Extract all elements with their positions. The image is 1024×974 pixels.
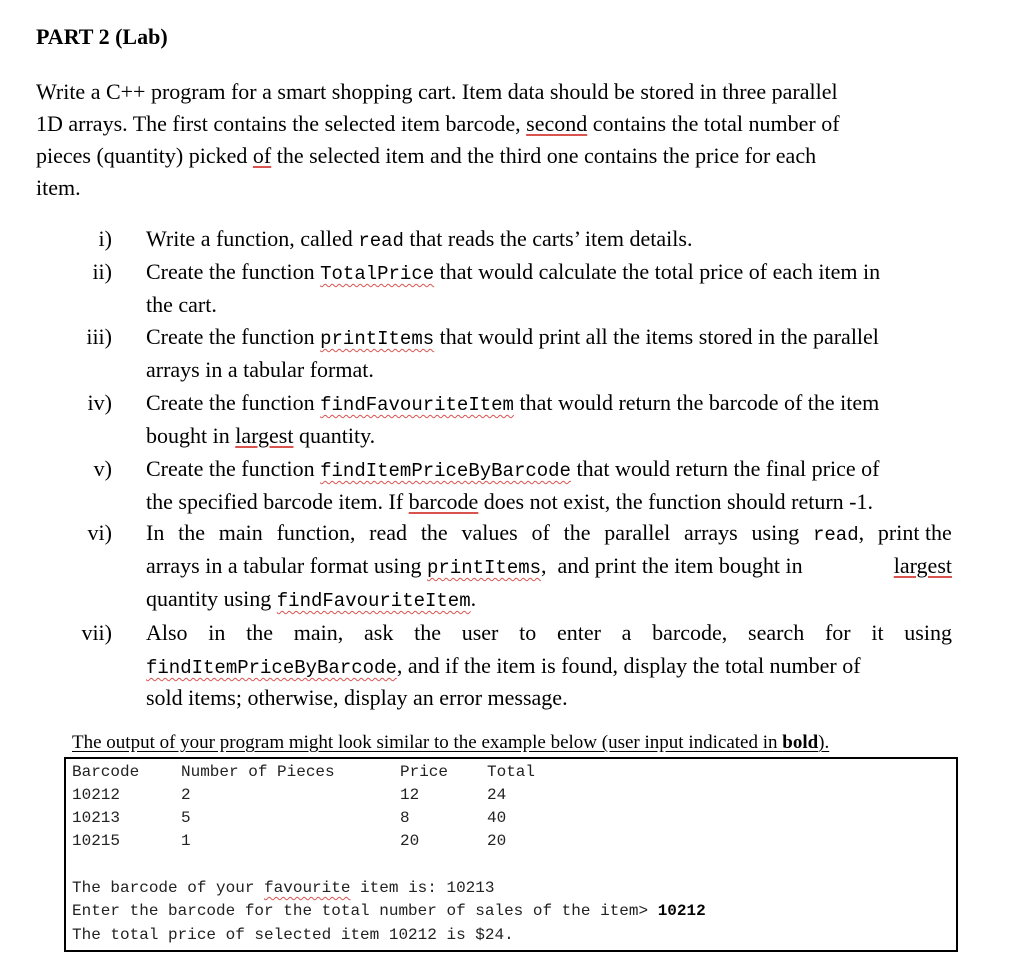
- code-identifier: read: [358, 230, 404, 252]
- output-intro-text: The output of your program might look similar to the example below (user input indicated in: [72, 732, 783, 753]
- segment: [146, 549, 808, 585]
- table-cell: 12: [400, 786, 420, 804]
- word: user: [461, 620, 499, 645]
- item-text-part: the cart.: [146, 292, 217, 317]
- word: using: [904, 620, 952, 645]
- table-cell: 40: [487, 809, 507, 827]
- item-text: [146, 222, 952, 258]
- item-text-part: Create the function: [146, 259, 321, 284]
- word: of: [531, 520, 550, 545]
- code-identifier: TotalPrice: [320, 263, 435, 285]
- word: the: [563, 520, 591, 545]
- item-text-part: quantity.: [293, 423, 376, 448]
- output-intro: [72, 732, 829, 754]
- item-text-part: arrays in a tabular format using: [146, 553, 428, 578]
- word: ask: [364, 620, 394, 645]
- item-text-part: that would return the final price of: [570, 456, 880, 481]
- item-text: [146, 582, 952, 618]
- item-text-part: that would calculate the total price of each item in: [434, 259, 881, 284]
- favourite-line: [72, 879, 494, 897]
- table-cell: 1: [181, 832, 191, 850]
- page-title: PART 2 (Lab): [36, 24, 168, 49]
- item-text-part: does not exist, the function should return -1.: [478, 489, 874, 514]
- item-number: iii): [86, 324, 112, 349]
- user-input-value: 10212: [657, 902, 706, 920]
- table-cell: 5: [181, 809, 191, 827]
- table-cell: 8: [400, 809, 410, 827]
- word: values: [461, 520, 518, 545]
- justified-line: [146, 516, 952, 552]
- word: the: [420, 520, 448, 545]
- intro-flagged-word: second: [526, 111, 588, 136]
- item-text: [146, 616, 952, 649]
- word: a: [621, 620, 632, 645]
- result-line: The total price of selected item 10212 is $24.: [72, 926, 514, 944]
- column-header-price: Price: [400, 763, 449, 781]
- word: [813, 516, 864, 552]
- intro-text: 1D arrays. The first contains the selected item barcode,: [36, 111, 527, 136]
- table-cell: 10213: [72, 809, 121, 827]
- intro-text: pieces (quantity) picked: [36, 143, 253, 168]
- word: main: [218, 520, 263, 545]
- code-identifier: printItems: [320, 328, 435, 350]
- item-text: [146, 549, 952, 585]
- code-identifier: findItemPriceByBarcode: [146, 657, 397, 679]
- intro-text: contains the total number of: [587, 111, 840, 136]
- word: print the: [877, 520, 952, 545]
- table-cell: 20: [487, 832, 507, 850]
- word: it: [871, 620, 884, 645]
- word: main,: [293, 620, 344, 645]
- output-text: Enter the barcode for the total number of sales of the item>: [72, 902, 658, 920]
- item-flagged-word: largest: [893, 553, 952, 578]
- item-flagged-word: largest: [235, 423, 294, 448]
- intro-flagged-word: of: [252, 143, 272, 168]
- item-text-part: quantity using: [146, 586, 277, 611]
- item-text-part: Write a function, called: [146, 226, 359, 251]
- item-text: [146, 516, 952, 552]
- word: using: [751, 520, 800, 545]
- word: the: [178, 520, 205, 545]
- word: the: [414, 620, 441, 645]
- item-text: [146, 255, 952, 291]
- table-cell: 2: [181, 786, 191, 804]
- code-identifier: findItemPriceByBarcode: [320, 460, 571, 482]
- word: arrays: [684, 520, 738, 545]
- output-text: item is: 10213: [350, 879, 495, 897]
- table-cell: 20: [400, 832, 420, 850]
- item-flagged-word: barcode: [408, 489, 479, 514]
- item-number: i): [98, 226, 112, 251]
- intro-text: the selected item and the third one contains the price for each: [271, 143, 817, 168]
- item-text-part: sold items; otherwise, display an error message.: [146, 685, 568, 710]
- table-cell: 10212: [72, 786, 121, 804]
- item-text: [146, 485, 952, 518]
- item-number: ii): [92, 259, 112, 284]
- item-text-part: that would return the barcode of the item: [513, 390, 880, 415]
- word: Also: [146, 620, 188, 645]
- word: function,: [276, 520, 356, 545]
- sample-output-box: [64, 757, 958, 952]
- item-text-part: , and print the item bought in: [541, 553, 809, 578]
- output-intro-bold: bold: [782, 732, 819, 753]
- word: in: [208, 620, 226, 645]
- intro-line-3: [36, 140, 956, 172]
- item-number: v): [93, 456, 112, 481]
- word: for: [824, 620, 851, 645]
- flagged-word: favourite: [264, 879, 351, 897]
- code-identifier: read: [813, 524, 859, 546]
- table-cell: 10215: [72, 832, 121, 850]
- punctuation: ,: [858, 520, 865, 545]
- item-text: [146, 419, 952, 452]
- output-intro-text: ).: [818, 732, 830, 753]
- item-text: [146, 452, 952, 488]
- word: to: [519, 620, 537, 645]
- item-text-part: bought in: [146, 423, 236, 448]
- word: barcode,: [652, 620, 728, 645]
- code-identifier: findFavouriteItem: [320, 394, 514, 416]
- code-identifier: printItems: [427, 557, 542, 579]
- word: enter: [556, 620, 601, 645]
- word: In: [146, 520, 165, 545]
- item-text: [146, 386, 952, 422]
- justified-line: [146, 549, 952, 585]
- code-identifier: findFavouriteItem: [276, 590, 471, 612]
- column-header-total: Total: [487, 763, 536, 781]
- item-text-part: , and if the item is found, display the total number of: [396, 653, 861, 678]
- intro-line-4: item.: [36, 175, 81, 200]
- item-text: [146, 320, 952, 356]
- item-text-part: Create the function: [146, 456, 321, 481]
- column-header-barcode: Barcode: [72, 763, 140, 781]
- intro-line-2: [36, 108, 956, 140]
- item-text-part: that would print all the items stored in the parallel: [434, 324, 879, 349]
- word: the: [246, 620, 274, 645]
- table-cell: 24: [487, 786, 507, 804]
- word: read: [369, 520, 408, 545]
- item-number: vi): [87, 520, 112, 545]
- justified-line: [146, 616, 952, 649]
- item-text-part: Create the function: [146, 390, 321, 415]
- prompt-line: [72, 902, 706, 920]
- item-number: vii): [81, 620, 112, 645]
- intro-paragraph: [36, 76, 956, 204]
- item-text-part: .: [470, 586, 477, 611]
- column-header-pieces: Number of Pieces: [181, 763, 335, 781]
- word: parallel: [604, 520, 671, 545]
- item-text-part: Create the function: [146, 324, 321, 349]
- item-text: [146, 649, 952, 685]
- word: search: [748, 620, 805, 645]
- output-text: The barcode of your: [72, 879, 265, 897]
- item-text-part: the specified barcode item. If: [146, 489, 409, 514]
- item-text-part: that reads the carts’ item details.: [403, 226, 693, 251]
- item-text-part: arrays in a tabular format.: [146, 357, 374, 382]
- item-number: iv): [87, 390, 112, 415]
- intro-line-1: Write a C++ program for a smart shopping cart. Item data should be stored in three parallel: [36, 79, 838, 104]
